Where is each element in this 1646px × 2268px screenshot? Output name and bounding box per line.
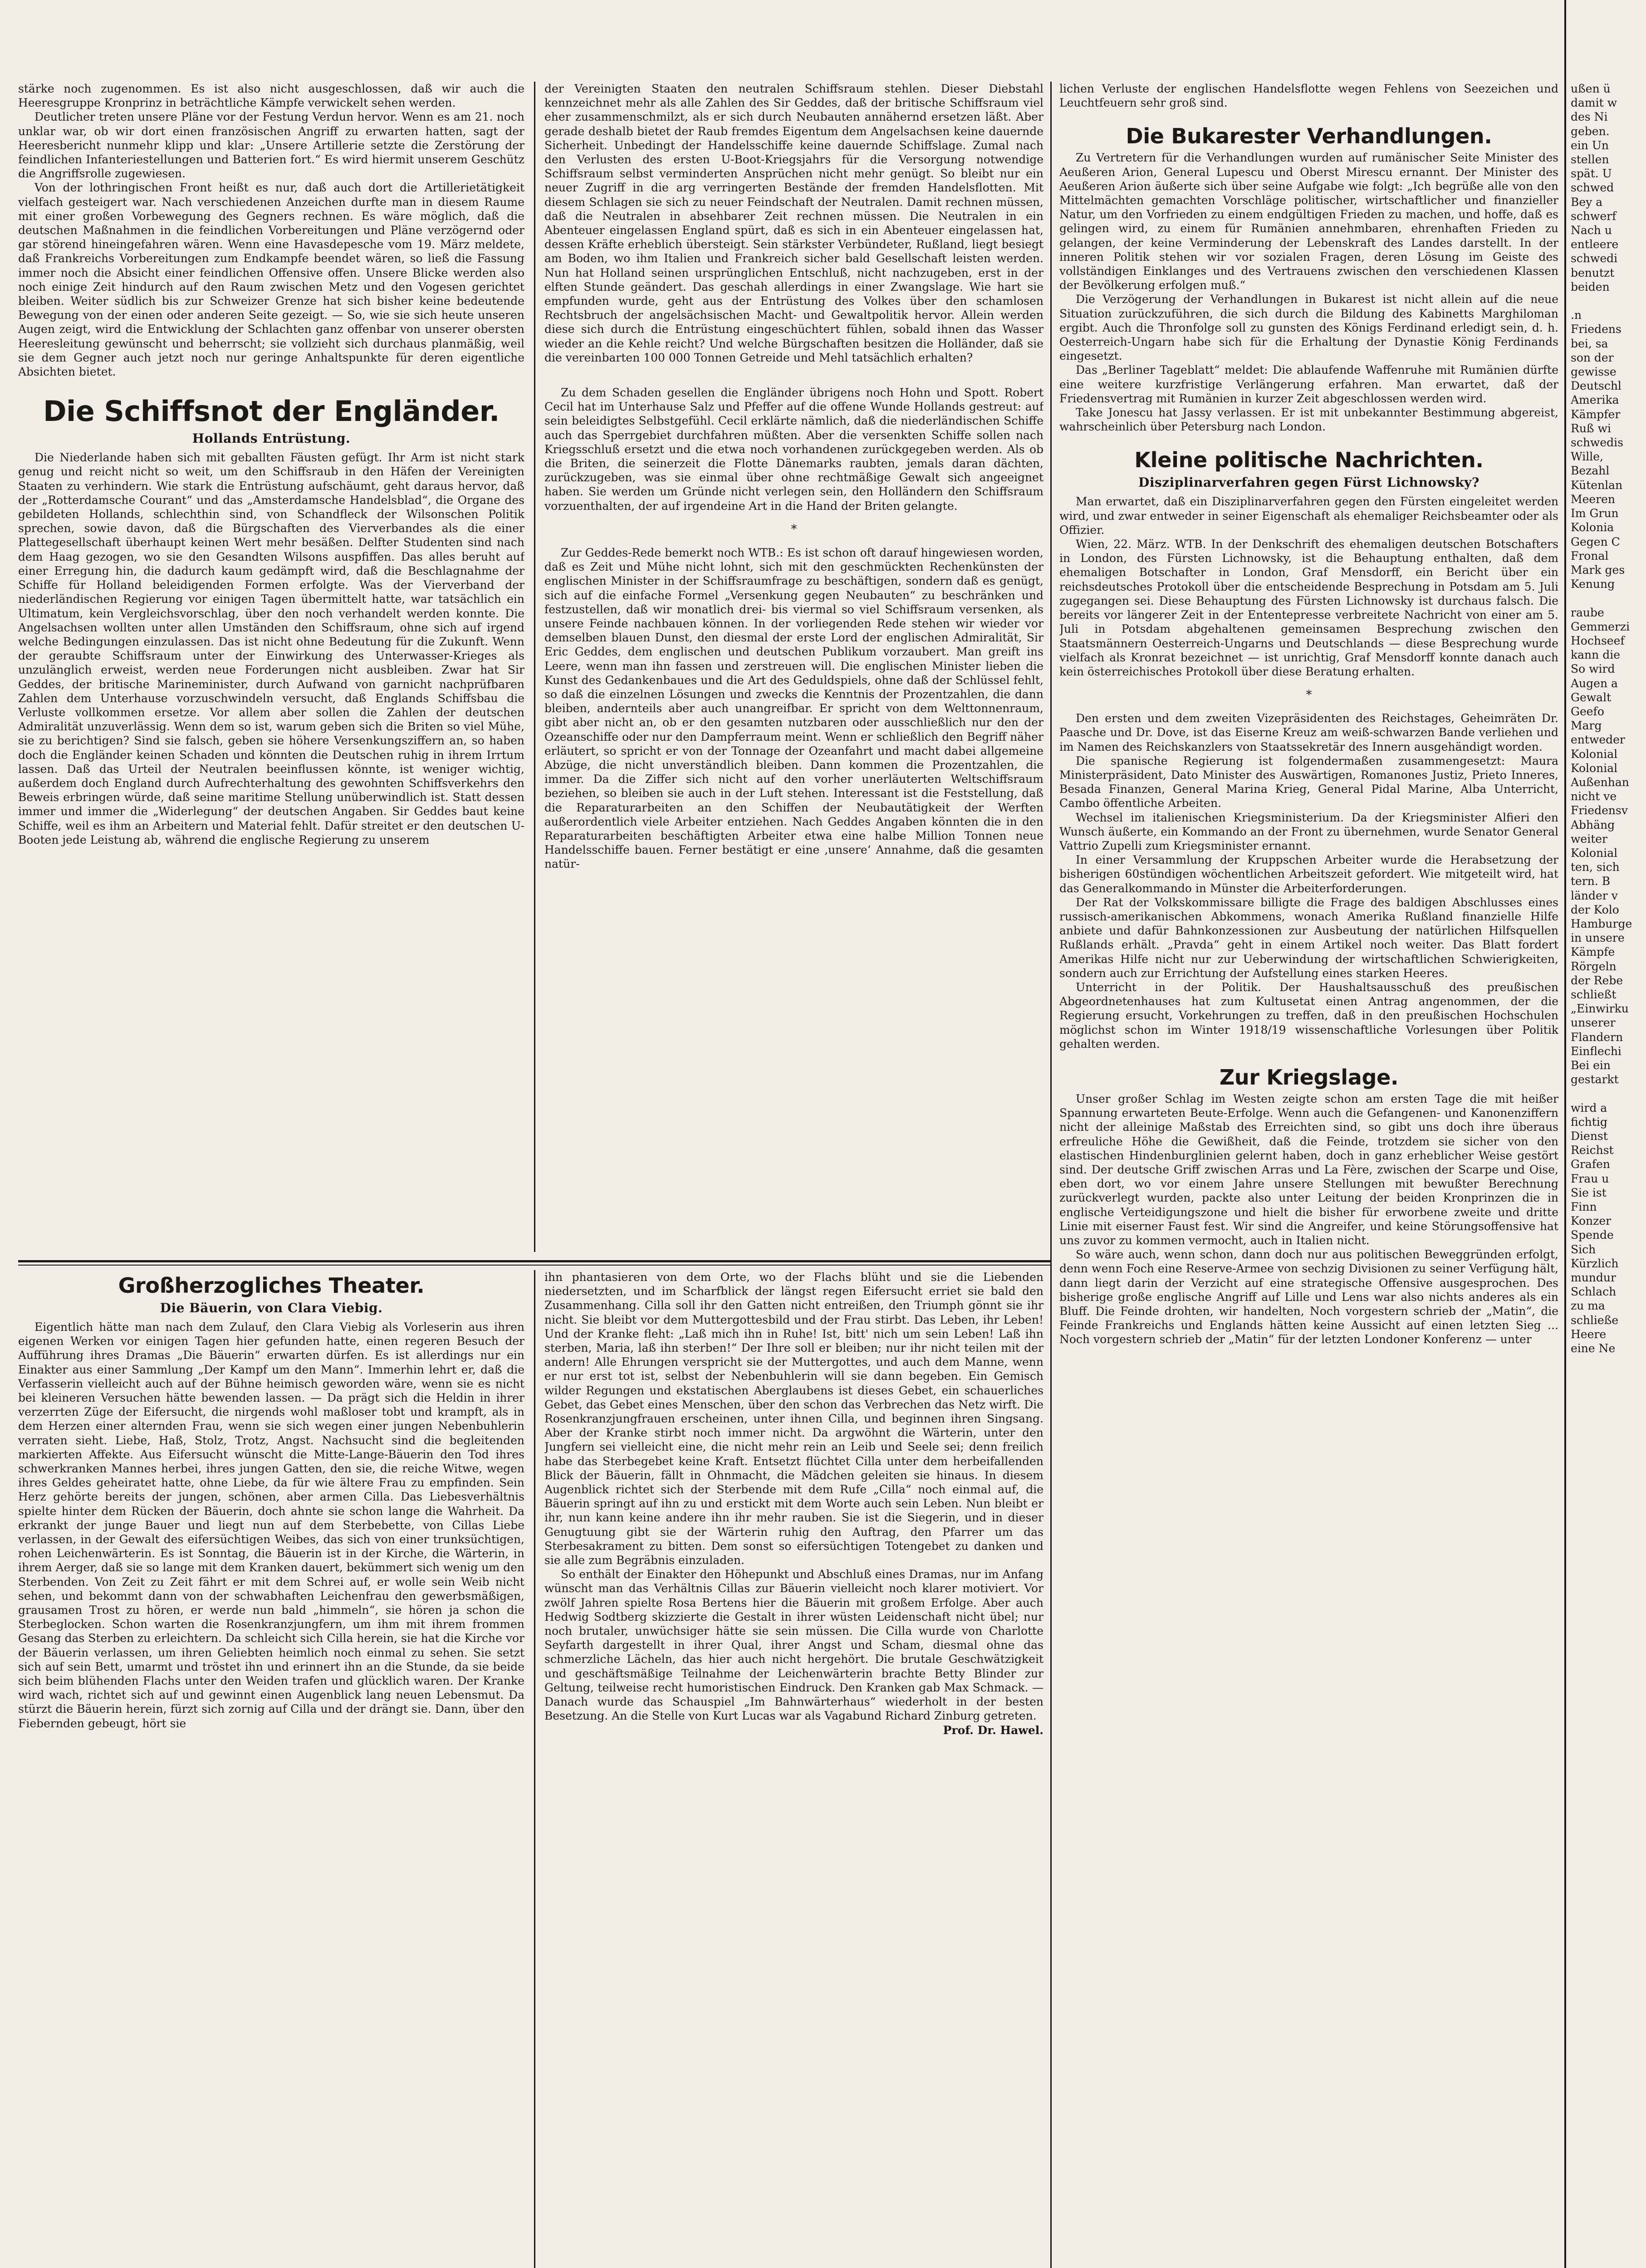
edge-fragment-line: schwedis <box>1571 436 1623 450</box>
edge-fragment-line: fichtig <box>1571 1115 1607 1129</box>
column-rule <box>534 82 535 1252</box>
edge-fragment-line: stellen <box>1571 153 1609 166</box>
article-paragraph: Man erwartet, daß ein Disziplinarverfahren gegen den Fürsten eingeleitet werden wird, und zwar entweder in seiner Eigenschaft als ehemaliger Reichsbeamter oder als Offizier. <box>1059 495 1558 537</box>
subheadline-baeuerin: Die Bäuerin, von Clara Viebig. <box>160 1300 383 1315</box>
article-paragraph: Deutlicher treten unsere Pläne vor der Festung Verdun hervor. Wenn es am 21. noch unklar war, ob wir dort einen französischen Angriff zu erwarten hatten, sagt der Heeresbericht nunmehr klipp und klar: „Unsere Artillerie setzte die Zerstörung der feindlichen Infanteriestellungen und Batterien fort.“ Es wird hiermit unserem Geschütz die Angriffsrolle zugewiesen. <box>18 110 524 181</box>
edge-fragment-line: So wird <box>1571 662 1615 676</box>
edge-fragment-line <box>1571 1086 1643 1100</box>
edge-fragment-line: schwedi <box>1571 252 1618 265</box>
edge-fragment-line: Bezahl <box>1571 464 1610 478</box>
edge-fragment-line: ein Un <box>1571 138 1609 152</box>
edge-fragment-line: Frau u <box>1571 1172 1609 1185</box>
edge-fragment-line: mundur <box>1571 1271 1616 1285</box>
article-paragraph: Der Rat der Volkskommissare billigte die Frage des baldigen Abschlusses eines russisch-amerikanischen Abkommens, wonach Amerika Rußland finanzielle Hilfe anbiete und dafür Bahnkonzessionen zur Ausbeutung der natürlichen Hilfsquellen Rußlands erhält. „Pravda“ geht in einem Artikel noch weiter. Das Blatt fordert Amerikas Hilfe nicht nur zur Ueberwindung der wirtschaftlichen Schwierigkeiten, sondern auch zur Errichtung der Aufstellung eines starken Heeres. <box>1059 895 1558 980</box>
edge-fragment-line: schwed <box>1571 181 1614 195</box>
edge-fragment-line: Abhäng <box>1571 818 1615 831</box>
edge-fragment-line: Heere <box>1571 1327 1607 1341</box>
subheadline-lichnowsky: Disziplinarverfahren gegen Fürst Lichnowsky? <box>1138 475 1479 490</box>
article-paragraph: stärke noch zugenommen. Es ist also nicht ausgeschlossen, daß wir auch die Heeresgruppe Kronprinz in beträchtliche Kämpfe verwickelt sehen werden. <box>18 82 524 110</box>
edge-fragment-line: ten, sich <box>1571 860 1620 874</box>
edge-fragment-line: spät. U <box>1571 167 1612 181</box>
edge-fragment-line <box>1571 591 1643 605</box>
article-paragraph: In einer Versammlung der Kruppschen Arbeiter wurde die Herabsetzung der bisherigen 60stündigen wöchentlichen Arbeitszeit gefordert. Wie mitgeteilt wird, hat das Generalkommando in Münster die Arbeiterforderungen. <box>1059 853 1558 895</box>
article-paragraph: Die spanische Regierung ist folgendermaßen zusammengesetzt: Maura Ministerpräsident, Dato Minister des Auswärtigen, Romanones Justiz, Prieto Inneres, Besada Finanzen, General Marina Krieg, General Pidal Marine, Alba Unterricht, Cambo öffentliche Arbeiten. <box>1059 754 1558 810</box>
edge-fragment-line: entleere <box>1571 238 1619 251</box>
feuilleton-rule <box>18 1260 1050 1262</box>
article-paragraph: Die Verzögerung der Verhandlungen in Bukarest ist nicht allein auf die neue Situation zurückzuführen, die sich durch die Bildung des Kabinetts Marghiloman ergibt. Auch die Thronfolge soll zu gunsten des Königs Ferdinand erledigt sein, d. h. Oesterreich-Ungarn habe sich für die Erhaltung der Dynastie König Ferdinands eingesetzt. <box>1059 293 1558 363</box>
edge-fragment-line: Geefo <box>1571 704 1604 718</box>
edge-fragment-line: Kämpfer <box>1571 407 1621 421</box>
edge-fragment-line: Nach u <box>1571 224 1612 237</box>
edge-fragment-line: Bey a <box>1571 195 1603 209</box>
edge-fragment-line: entweder <box>1571 733 1625 747</box>
article-paragraph: Die Niederlande haben sich mit geballten Fäusten gefügt. Ihr Arm ist nicht stark genug und reicht nicht so weit, um den Schiffsraub in den Häfen der Vereinigten Staaten zu verhindern. Wie stark die Entrüstung aufschäumt, geht daraus hervor, daß der „Rotterdamsche Courant“ und das „Amsterdamsche Handelsblad“, die Organe des gebildeten Hollands, schlechthin sind, von Schandfleck der Wilsonschen Politik sprechen, sowie davon, daß die Bürgschaften des Vierverbandes als die einer Plattegesellschaft überhaupt keinen Wert mehr besäßen. Delfter Studenten sind nach dem Haag gezogen, wo sie den Gesandten Wilsons auspfiffen. Das alles beruht auf einer Erregung hin, die dadurch kaum gedämpft wird, daß die Beschlagnahme der Schiffe für Holland beleidigenden Formen erfolgte. Was der Vierverband der niederländischen Regierung vor einigen Tagen übermittelt hatte, war tatsächlich ein Ultimatum, kein Vergleichsvorschlag, über den noch verhandelt werden konnte. Die Angelsachsen wollten unter allen Umständen den Schiffsraum, ohne sich auf irgend welche Bedingungen einzulassen. Das ist nicht ohne Bedeutung für die Zukunft. Wenn der geraubte Schiffsraum unter der Einwirkung des Unterwasser-Krieges als unzulänglich erweist, werden neue Forderungen nicht ausbleiben. Zwar hat Sir Geddes, der britische Marineminister, durch Aufwand von garnicht nachprüfbaren Zahlen dem Unterhause vorzuschwindeln versucht, daß Englands Schiffsbau die Verluste vollkommen ersetze. Vor allem aber sollen die Zahlen der deutschen Admiralität unzuverlässig. Wenn dem so ist, warum geben sich die Briten so viel Mühe, sie zu berichtigen? Sind sie falsch, geben sie höhere Versenkungsziffern an, so haben doch die Engländer keinen Schaden und könnten die Deutschen ruhig in ihrem Irrtum lassen. Daß das Urteil der Neutralen beeinflussen könnte, ist weniger wichtig, außerdem doch England durch Aufrechterhaltung des gewohnten Schiffsverkehrs den Beweis erbringen würde, daß seine maritime Stellung unüberwindlich ist. Statt dessen immer und immer die „Widerlegung“ der deutschen Angaben. Sir Geddes baut keine Schiffe, weil es ihm an Arbeitern und Material fehlt. Dafür streitet er den deutschen U-Booten jede Leistung ab, während die englische Regierung zu unserem <box>18 451 524 846</box>
edge-fragment-line: schließt <box>1571 988 1617 1001</box>
edge-fragment-line: der Kolo <box>1571 903 1619 916</box>
edge-fragment-line: Friedensv <box>1571 804 1628 817</box>
edge-fragment-line: damit w <box>1571 96 1617 110</box>
edge-fragment-line: son der <box>1571 351 1614 364</box>
column-rule <box>534 1270 535 2268</box>
article-paragraph: der Vereinigten Staaten den neutralen Schiffsraum stehlen. Dieser Diebstahl kennzeichnet mehr als alle Zahlen des Sir Geddes, daß der britische Schiffsraum viel eher zusammenschmilzt, als er sich durch Neubauten annähernd ersetzen läßt. Aber gerade deshalb bietet der Raub fremdes Eigentum dem Angelsachsen keine dauernde Sicherheit. Unbedingt der Handelsschiffe keine dauernde Schiffslage. Zumal nach den Verlusten des ersten U-Boot-Kriegsjahrs für die Versorgung notwendige Schiffsraum selbst verminderten Ansprüchen nicht mehr genügt. So bleibt nur ein neuer Zugriff in die arg verringerten Bestände der fremden Handelsflotten. Mit diesem Schlagen sie sich zu neuer Feindschaft der Neutralen. Damit rechnen müssen, daß die Neutralen in absehbarer Zeit rechnen müssen. Die Neutralen in ein Abenteuer eingelassen England spürt, daß es sich in ein Abenteuer eingelassen hat, dessen Kräfte erheblich übersteigt. Sein stärkster Verbündeter, Rußland, liegt besiegt am Boden, wo ihm Italien und Frankreich sicher bald Gesellschaft leisten werden. Nun hat Holland seinen ursprünglichen Entschluß, nicht nachzugeben, erst in der elften Stunde geändert. Das geschah allerdings in einer Zwangslage. Wie hart sie empfunden wurde, geht aus der Entrüstung des Volkes über den schamlosen Rechtsbruch der angelsächsischen Macht- und Gewaltpolitik hervor. Allein werden diese sich durch die Entrüstung eingeschüchtert fühlen, sobald ihnen das Wasser wieder an die Kehle reicht? Und welche Bürgschaften besitzen die Holländer, daß sie die vereinbarten 100 000 Tonnen Getreide und Mehl tatsächlich erhalten? <box>544 82 1043 364</box>
edge-fragment-line: Gewalt <box>1571 690 1612 704</box>
article-paragraph: Wien, 22. März. WTB. In der Denkschrift des ehemaligen deutschen Botschafters in London, des Fürsten Lichnowsky, ist die Behauptung enthalten, daß dem ehemaligen Botschafter in London, Graf Mensdorff, ein Bericht über ein reichsdeutsches Protokoll über die entscheidende Besprechung in Potsdam am 5. Juli zugegangen sei. Diese Behauptung des Fürsten Lichnowsky ist durchaus falsch. Die bereits vor längerer Zeit in der Ententepresse verbreitete Nachricht von einer am 5. Juli in Potsdam abgehaltenen gemeinsamen Besprechung zwischen den Staatsmännern Oesterreich-Ungarns und Deutschlands — diese Besprechung wurde vielfach als Kronrat bezeichnet — ist unrichtig, Graf Mensdorff konnte danach auch kein österreichisches Protokoll über diese Beratung erhalten. <box>1059 538 1558 678</box>
headline-kriegslage: Zur Kriegslage. <box>1219 1065 1399 1090</box>
edge-fragment-line: Deutschl <box>1571 379 1622 393</box>
edge-fragment-line: Im Grun <box>1571 507 1619 520</box>
edge-fragment-line: Sich <box>1571 1242 1596 1256</box>
article-paragraph: Eigentlich hätte man nach dem Zulauf, den Clara Viebig als Vorleserin aus ihren eigenen Werken vor einigen Tagen hier gefunden hatte, einen regeren Besuch der Aufführung ihres Dramas „Die Bäuerin“ erwarten dürfen. Es ist allerdings nur ein Einakter aus einer Sammlung „Der Kampf um den Mann“. Immerhin lehrt er, daß die Verfasserin vielleicht auch auf der Bühne heimisch geworden wäre, wenn sie es nicht bei kleineren Versuchen hätte bewenden lassen. — Da prägt sich die Heldin in ihrer verzerrten Züge der Eifersucht, die nirgends wohl maßloser tobt und krampft, als in dem Herzen einer alternden Frau, wenn sie sich wegen einer jungen Nebenbuhlerin verraten sieht. Liebe, Haß, Stolz, Trotz, Angst. Nachsucht sind die begleitenden markierten Affekte. Aus Eifersucht wünscht die Mitte-Lange-Bäuerin den Tod ihres schwerkranken Mannes herbei, ihres jungen Gatten, den sie, die reiche Witwe, wegen ihres Geldes geheiratet hatte, ohne Liebe, da für wie ältere Frau zu empfinden. Sein Herz gehörte bereits der jungen, schönen, aber armen Cilla. Das Liebesverhältnis spielte hinter dem Rücken der Bäuerin, doch ahnte sie schon lange die Wahrheit. Da erkrankt der junge Bauer und liegt nun auf dem Sterbebette, von Cillas Liebe verlassen, in der Gewalt des eifersüchtigen Weibes, das sich von einer trunksüchtigen, rohen Leichenwärterin. Es ist Sonntag, die Bäuerin ist in der Kirche, die Wärterin, in ihrem Aerger, daß sie so lange mit dem Kranken dauert, bekümmert sich wenig um den Sterbenden. Von Zeit zu Zeit fährt er mit dem Schrei auf, er wolle sein Weib nicht sehen, und bekommt dann von der schwabhaften Leichenfrau den gewerbsmäßigen, grausamen Trost zu hören, er werde nun bald „himmeln“, sie hören ja schon die Sterbeglocken. Schon warten die Rosenkranzjungfern, um ihm mit ihrem frommen Gesang das Sterben zu erleichtern. Da schleicht sich Cilla herein, sie hat die Kirche vor der Bäuerin verlassen, um ihren Geliebten heimlich noch einmal zu sehen. Sie setzt sich auf sein Bett, umarmt und tröstet ihn und erinnert ihn an die Stunde, da sie beide sich beim blühenden Flachs unter den Weiden trafen und glücklich waren. Der Kranke wird wach, richtet sich auf und gewinnt einen Augenblick lang neuen Lebensmut. Da stürzt die Bäuerin herein, fürzt sich zornig auf Cilla und der drängt sie. Dann, über den Fiebernden gebeugt, hört sie <box>18 1320 524 1730</box>
edge-fragment-line: Kolonia <box>1571 521 1614 534</box>
article-paragraph: Den ersten und dem zweiten Vizepräsidenten des Reichstages, Geheimräten Dr. Paasche und Dr. Dove, ist das Eiserne Kreuz am weiß-schwarzen Bande verliehen und im Namen des Reichskanzlers von Staatssekretär des Innern ausgehändigt worden. <box>1059 712 1558 753</box>
edge-fragment-line: nicht ve <box>1571 790 1617 803</box>
edge-fragment-line: Sie ist <box>1571 1186 1607 1199</box>
edge-fragment-line: Ruß wi <box>1571 421 1611 435</box>
edge-fragment-line: Kütenlan <box>1571 478 1623 492</box>
edge-fragment-line: Amerika <box>1571 393 1619 407</box>
edge-column-fragments <box>1571 82 1643 2268</box>
edge-fragment-line: unserer <box>1571 1016 1616 1030</box>
article-paragraph: lichen Verluste der englischen Handelsflotte wegen Fehlens von Seezeichen und Leuchtfeuern sehr groß sind. <box>1059 82 1558 110</box>
edge-fragment-line: Flandern <box>1571 1030 1623 1044</box>
edge-fragment-line: Wille, <box>1571 450 1603 464</box>
article-paragraph: Unterricht in der Politik. Der Haushaltsausschuß des preußischen Abgeordnetenhauses hat zum Kultusetat einen Antrag angenommen, der die Regierung ersucht, Vorkehrungen zu treffen, daß in den preußischen Hochschulen möglichst schon im Winter 1918/19 wissenschaftliche Vorlesungen über Politik gehalten werden. <box>1059 980 1558 1051</box>
edge-fragment-line: Mark ges <box>1571 563 1625 577</box>
article-paragraph: Take Jonescu hat Jassy verlassen. Er ist mit unbekannter Bestimmung abgereist, wahrscheinlich über Petersburg nach London. <box>1059 406 1558 434</box>
edge-fragment-line: Konzer <box>1571 1214 1612 1228</box>
edge-fragment-line: Kenung <box>1571 577 1615 591</box>
separator-star: * <box>791 522 797 536</box>
edge-fragment-line: Außenhan <box>1571 775 1629 789</box>
article-paragraph: So enthält der Einakter den Höhepunkt und Abschluß eines Dramas, nur im Anfang wünscht man das Verhältnis Cillas zur Bäuerin vielleicht noch klarer motiviert. Vor zwölf Jahren spielte Rosa Bertens hier die Bäuerin mit großem Erfolge. Aber auch Hedwig Sodtberg skizzierte die Gestalt in ihrer wüsten Leidenschaft nicht übel; nur noch brutaler, unwüchsiger hätte sie sein müssen. Die Cilla wurde von Charlotte Seyfarth dargestellt in ihrer Qual, ihrer Angst und Scham, diesmal ohne das schmerzliche Lächeln, das hier auch nicht hergehört. Die brutale Geschwätzigkeit und geschäftsmäßige Teilnahme der Leichenwärterin brachte Betty Blinder zur Geltung, teilweise recht humoristischen Eindruck. Den Kranken gab Max Schmack. — Danach wurde das Schauspiel „Im Bahnwärterhaus“ wiederholt in der besten Besetzung. An die Stelle von Kurt Lucas war als Vagabund Richard Zinburg getreten. <box>544 1568 1043 1723</box>
edge-fragment-line: Schlach <box>1571 1285 1617 1299</box>
edge-fragment-line: gewisse <box>1571 365 1617 379</box>
column-3 <box>1059 82 1558 2268</box>
edge-fragment-line: zu ma <box>1571 1299 1605 1313</box>
edge-fragment-line: Kämpfe <box>1571 945 1615 959</box>
edge-fragment-line: raube <box>1571 606 1604 619</box>
column-rule <box>1564 0 1566 2268</box>
edge-fragment-line: Kolonial <box>1571 747 1618 761</box>
edge-fragment-line: kann die <box>1571 648 1620 662</box>
edge-fragment-line: Hamburge <box>1571 917 1632 930</box>
edge-fragment-line: in unsere <box>1571 931 1625 945</box>
column-rule <box>1050 82 1052 2268</box>
edge-fragment-line: Gegen C <box>1571 535 1620 548</box>
edge-fragment-line: Reichst <box>1571 1144 1614 1157</box>
feuilleton-rule-thin <box>18 1265 1050 1266</box>
headline-theater: Großherzogliches Theater. <box>118 1273 425 1298</box>
theater-column-2 <box>544 1270 1043 2268</box>
edge-fragment-line: Gemmerzi <box>1571 620 1630 633</box>
article-paragraph: Wechsel im italienischen Kriegsministerium. Da der Kriegsminister Alfieri den Wunsch äußerte, ein Kommando an der Front zu übernehmen, wurde Senator General Vattrio Zupelli zum Kriegsminister ernannt. <box>1059 811 1558 852</box>
edge-fragment-line: Hochseef <box>1571 634 1625 647</box>
edge-fragment-line: Marg <box>1571 719 1602 733</box>
edge-fragment-line: länder v <box>1571 889 1618 902</box>
edge-fragment-line: des Ni <box>1571 110 1608 124</box>
edge-fragment-line: geben. <box>1571 124 1610 138</box>
edge-fragment-line: bei, sa <box>1571 337 1608 350</box>
edge-fragment-line: Einflechi <box>1571 1044 1622 1058</box>
theater-column-1 <box>18 1270 524 2268</box>
edge-fragment-line: schwerf <box>1571 209 1617 223</box>
edge-fragment-line: Kolonial <box>1571 846 1618 860</box>
article-paragraph: Von der lothringischen Front heißt es nur, daß auch dort die Artillerietätigkeit vielfach gesteigert war. Nach verschiedenen Anzeichen durfte man in diesem Raume mit einer großen Vorbewegung des Gegners rechnen. Es wäre möglich, daß die deutschen Maßnahmen in die feindlichen Vorbereitungen und Pläne verzögernd oder gar störend hineingefahren wären. Wenn eine Havasdepesche vom 19. März meldete, daß Frankreichs Vorbereitungen zum Endkampfe beendet wären, so ließ die Fassung immer noch die Absicht einer feindlichen Offensive offen. Unsere Blicke werden also noch einige Zeit hindurch auf den Raum zwischen Metz und den Vogesen gerichtet bleiben. Weiter südlich bis zur Schweizer Grenze hat sich bisher keine bedeutende Bewegung von der einen oder anderen Seite gezeigt. — So, wie sie sich heute unseren Augen zeigt, wird die Entwicklung der Schlachten ganz offenbar von unserer obersten Heeresleitung gewünscht und beherrscht; sie vollzieht sich durchaus planmäßig, weil sie dem Gegner auch jetzt noch nur geringe Anhaltspunkte für deren eigentliche Absichten bietet. <box>18 181 524 379</box>
edge-fragment-line: gestarkt <box>1571 1073 1619 1086</box>
article-paragraph: Das „Berliner Tageblatt“ meldet: Die ablaufende Waffenruhe mit Rumänien dürfte eine weitere kurzfristige Verlängerung erfahren. Man erwartet, daß der Friedensvertrag mit Rumänien in kurzer Zeit abgeschlossen werden wird. <box>1059 363 1558 405</box>
edge-fragment-line: wird a <box>1571 1101 1607 1114</box>
article-paragraph: ihn phantasieren von dem Orte, wo der Flachs blüht und sie die Liebenden niedersetzten, und im Scharfblick der längst regen Eifersucht erriet sie bald den Zusammenhang. Cilla soll ihr den Gatten nicht entreißen, den Triumph gönnt sie ihr nicht. Sie bleibt vor dem Muttergottesbild und der Frau stirbt. Das Leben, ihr Leben! Und der Kranke fleht: „Laß mich ihn in Ruhe! Ist, bitt' nich um sein Leben! Laß ihn sterben, Maria, laß ihn sterben!“ Der Ihre soll er bleiben; nur ihr nicht teilen mit der andern! Alle Ehrungen verspricht sie der Muttergottes, und auch dem Manne, wenn er nur erst tot ist, selbst der Nebenbuhlerin will sie dann begeben. Ein Gemisch wilder Regungen und ekstatischen Aberglaubens ist dieses Gebet, ein schauerliches Gebet, das Gebet eines Menschen, über den schon das Verbrechen das Netz wirft. Die Rosenkranzjungfrauen erscheinen, unter ihnen Cilla, und beginnen ihren Singsang. Aber der Kranke stirbt noch immer nicht. Da argwöhnt die Wärterin, unter den Jungfern sei vielleicht eine, die nicht mehr rein an Leib und Seele sei; denn freilich habe das Sterbegebet keine Kraft. Entsetzt flüchtet Cilla unter dem herbeifallenden Blick der Bäuerin, fällt in Ohnmacht, die Mädchen geleiten sie hinaus. In diesem Augenblick richtet sich der Sterbende mit dem Rufe „Cilla“ noch einmal auf, die Bäuerin springt auf ihn zu und erstickt mit dem Worte auch sein Leben. Nun bleibt er ihr, nun kann keine andere ihn ihr mehr rauben. Sie ist die Siegerin, und in dieser Genugtuung gibt sie der Wärterin ruhig den Auftrag, den Pfarrer um das Sterbesakrament zu bitten. Dem sonst so eifersüchtigen Totengebet zu danken und sie alle zum Begräbnis einzuladen. <box>544 1271 1043 1567</box>
edge-fragment-line: Finn <box>1571 1200 1597 1214</box>
edge-fragment-line: Rörgeln <box>1571 959 1617 973</box>
edge-fragment-line: schließe <box>1571 1313 1619 1327</box>
column-1 <box>18 82 524 1406</box>
article-paragraph: Zu Vertretern für die Verhandlungen wurden auf rumänischer Seite Minister des Aeußeren Arion, General Lupescu und Oberst Mirescu ernannt. Der Minister des Aeußeren Arion äußerte sich über seine Aufgabe wie folgt: „Ich begrüße alle von den Mittelmächten gemachten Vorschläge politischer, wirtschaftlicher und finanzieller Natur, um den Vorfrieden zu einem endgültigen Frieden zu machen, und hoffe, daß es gelingen wird, zu einem für Rumänien annehmbaren, ehrenhaften Frieden zu gelangen, der keine Verminderung der Lebenskraft des Landes darstellt. In der inneren Politik stehen wir vor sozialen Fragen, deren Lösung im Geiste des vollständigen Einklanges und des Vertrauens zwischen den verschiedenen Klassen der Bevölkerung erfolgen muß.“ <box>1059 151 1558 292</box>
edge-fragment-line: tern. B <box>1571 875 1611 888</box>
article-paragraph: So wäre auch, wenn schon, dann doch nur aus politischen Beweggründen erfolgt, denn wenn Foch eine Reserve-Armee von sechzig Divisionen zu seiner Verfügung hält, dann liegt darin der Verzicht auf eine strategische Offensive ausgesprochen. Des bisherige große englische Angriff auf Lille und Lens war also nichts anderes als ein Bluff. Die Feinde drohten, wir handelten, Noch vorgestern schrieb der „Matin“, die Feinde Frankreichs und Englands hätten keine Aussicht auf einen letzten Sieg ... Noch vorgestern schrieb der „Matin“ für der letzten Londoner Konferenz — unter <box>1059 1248 1558 1346</box>
edge-fragment-line: Bei ein <box>1571 1059 1611 1072</box>
separator-star: * <box>1306 688 1312 702</box>
headline-bukarest: Die Bukarester Verhandlungen. <box>1126 124 1492 149</box>
edge-fragment-line: weiter <box>1571 832 1607 846</box>
edge-fragment-line: benutzt <box>1571 266 1615 279</box>
edge-fragment-line: Spende <box>1571 1228 1614 1242</box>
headline-schiffsnot: Die Schiffsnot der Engländer. <box>43 395 500 428</box>
edge-fragment-line: „Einwirku <box>1571 1002 1629 1016</box>
article-paragraph: Unser großer Schlag im Westen zeigte schon am ersten Tage die mit heißer Spannung erwarteten Beute-Erfolge. Wenn auch die Gefangenen- und Kanonenziffern nicht der alleinige Maßstab des Erreichten sind, so gibt uns doch ihre überaus erfreuliche Höhe die Gewißheit, daß die Feinde, trotzdem sie sicher von den elastischen Hindenburglinien gelernt haben, doch in ganz erheblicher Weise gestört sind. Der deutsche Griff zwischen Arras und La Fère, zwischen der Scarpe und Oise, eben dort, wo vor einem Jahre unsere Stellungen mit bewußter Berechnung zurückverlegt wurden, packte also unter Leitung der beiden Kronprinzen die in englische Verteidigungszone und hielt die bisher für erworbene zweite und dritte Linie mit eiserner Faust fest. Wir sind die Angreifer, und keine Störungsoffensive hat uns zuvor zu kommen vermocht, auch in Italien nicht. <box>1059 1092 1558 1247</box>
headline-kleine-nachrichten: Kleine politische Nachrichten. <box>1134 448 1484 473</box>
edge-fragment-line: Kürzlich <box>1571 1256 1619 1270</box>
edge-fragment-line: der Rebe <box>1571 973 1623 987</box>
edge-fragment-line: Kolonial <box>1571 761 1618 775</box>
edge-fragment-line: Augen a <box>1571 676 1618 690</box>
edge-fragment-line: .n <box>1571 308 1582 322</box>
edge-fragment-line: Grafen <box>1571 1158 1610 1171</box>
edge-fragment-line: Friedens <box>1571 323 1622 336</box>
column-2 <box>544 82 1043 1252</box>
edge-fragment-line: Dienst <box>1571 1129 1608 1143</box>
author-signature: Prof. Dr. Hawel. <box>943 1723 1043 1737</box>
article-paragraph: Zur Geddes-Rede bemerkt noch WTB.: Es ist schon oft darauf hingewiesen worden, daß es Zeit und Mühe nicht lohnt, sich mit den geschmückten Rechenkünsten der englischen Minister in der Schiffsraumfrage zu beschäftigen, sondern daß es genügt, sich auf die einfache Formel „Versenkung gegen Neubauten“ zu beschränken und festzustellen, daß wir monatlich drei- bis viermal so viel Schiffsraum versenken, als unsere Feinde nachbauen können. In der vorliegenden Rede stehen wir wieder vor demselben blauen Dunst, den diesmal der erste Lord der englischen Admiralität, Sir Eric Geddes, dem englischen und deutschen Publikum vorzaubert. Man greift ins Leere, wenn man ihn fassen und zerstreuen will. Die englischen Minister lieben die Kunst des Gedankenbaues und die Art des Geduldspiels, ohne daß der Schlüssel fehlt, so daß die einzelnen Lösungen und zwecks die Kenntnis der Prozentzahlen, die dann bleiben, andernteils aber auch unangreifbar. Er spricht von dem Welttonnenraum, gibt aber nicht an, ob er den gesamten nutzbaren oder ausschließlich nur den der Ozeanschiffe oder nur den Dampferraum meint. Wenn er schließlich den Begriff näher erläutert, so spricht er von der Tonnage der Ozeanfahrt und macht dabei allgemeine Abzüge, die nicht unverständlich bleiben. Dann kommen die Prozentzahlen, die immer. Da die Ziffer sich nicht auf den vorher unerläuterten Weltschiffsraum beziehen, so bleiben sie auch in der Luft stehen. Interessant ist die Feststellung, daß die Reparaturarbeiten an den Schiffen der Neubautätigkeit der Werften außerordentlich viele Arbeiter entziehen. Nach Geddes Angaben könnten die in den Reparaturarbeiten beschäftigten Arbeiter etwa eine halbe Million Tonnen neue Handelsschiffe bauen. Ferner bestätigt er eine ‚unsere‘ Annahme, daß die gesamten natür- <box>544 546 1043 871</box>
edge-fragment-line: Meeren <box>1571 492 1616 506</box>
edge-fragment-line: ußen ü <box>1571 82 1611 95</box>
edge-fragment-line <box>1571 294 1643 308</box>
edge-fragment-line: eine Ne <box>1571 1342 1616 1355</box>
article-paragraph: Zu dem Schaden gesellen die Engländer übrigens noch Hohn und Spott. Robert Cecil hat im Unterhause Salz und Pfeffer auf die offene Wunde Hollands gestreut: auf sein beleidigtes Selbstgefühl. Cecil erklärte nämlich, daß die niederländischen Schiffe auch das Sperrgebiet durchfahren müßten. Aber die versenkten Schiffe sollen nach Kriegsschluß ersetzt und die etwa noch vorhandenen zurückgegeben werden. Als ob die Briten, die seinerzeit die Flotte Dänemarks raubten, jemals daran dächten, zurückzugeben, was sie einmal über ohne rechtmäßige Gewalt sich angeeignet haben. Sie werden um Gründe nicht verlegen sein, den Holländern den Schiffsraum vorzuenthalten, der auf irgendeine Art in die Hand der Briten gelangte. <box>544 386 1043 513</box>
edge-fragment-line: Fronal <box>1571 549 1609 562</box>
subheadline-hollands: Hollands Entrüstung. <box>192 431 351 446</box>
edge-fragment-line: beiden <box>1571 280 1610 293</box>
